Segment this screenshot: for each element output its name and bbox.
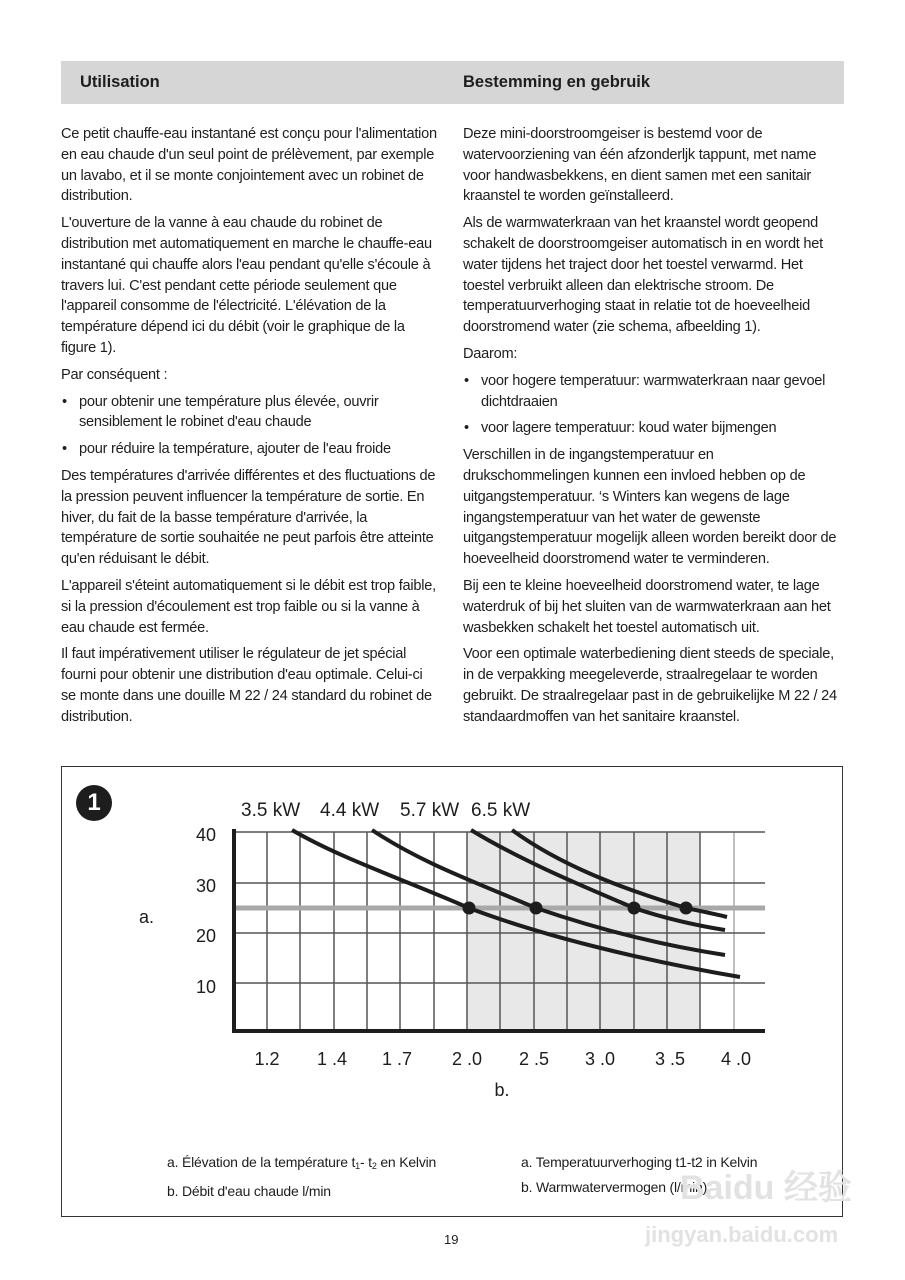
bullet-item: • voor hogere temperatuur: warmwaterkraan naar gevoel dichtdraaien [463, 371, 843, 413]
paragraph: Verschillen in de ingangstemperatuur en drukschommelingen kunnen een invloed hebben op de uitgangstemperatuur. ‘s Winters kan wegens de lage ingangstemperatuur van het water de gewenste uitgangstemperatuur mogelijk alleen worden bereikt door de hoeveelheid doorstromend water te verminderen. [463, 447, 837, 568]
y-axis-letter: a. [139, 907, 155, 927]
y-tick-label: 30 [195, 876, 216, 896]
series-label: 3.5 kW [241, 800, 301, 821]
y-tick-label: 20 [195, 926, 216, 946]
section-title-dutch: Bestemming en gebruik [463, 73, 651, 91]
watermark-url: jingyan.baidu.com [645, 1222, 839, 1247]
marker-3-5kw [463, 902, 476, 915]
bullet-item: • pour obtenir une température plus élevée, ouvrir sensiblement le robinet d'eau chaude [61, 392, 441, 434]
x-tick-label: 1.2 [254, 1049, 280, 1069]
x-axis-letter: b. [494, 1080, 510, 1100]
x-tick-label: 1 .7 [381, 1049, 413, 1069]
series-label: 6.5 kW [471, 800, 531, 821]
legend-item-a: a. Temperatuurverhoging t1-t2 in Kelvin [521, 1154, 758, 1170]
x-tick-label: 3 .0 [584, 1049, 616, 1069]
y-tick-label: 40 [195, 825, 216, 845]
legend-french [167, 1150, 436, 1204]
legend-dutch [521, 1150, 757, 1200]
series-label: 5.7 kW [400, 800, 460, 821]
paragraph: Daarom: [463, 345, 518, 362]
paragraph: Il faut impérativement utiliser le régulateur de jet spécial fourni pour obtenir une distribution d'eau optimale. Celui-ci se monte dans une douille M 22 / 24 standard du robinet de distribution. [61, 646, 432, 725]
legend-item-a: a. Élévation de la température $t_1-$ $t_2$ en Kelvin [167, 1154, 437, 1171]
figure-number-badge: 1 [76, 785, 112, 821]
x-tick-label: 4 .0 [720, 1049, 752, 1069]
paragraph: Bij een te kleine hoeveelheid doorstromend water, te lage waterdruk of bij het sluiten van de warmwaterkraan aan het wasbekken schakelt het toestel automatisch uit. [463, 577, 831, 636]
bullet-item: • pour réduire la température, ajouter de l'eau froide [61, 439, 441, 460]
paragraph: Als de warmwaterkraan van het kraanstel wordt geopend schakelt de doorstroomgeiser automatisch in en wordt het water tijdens het traject door het toestel verwarmd. Het toestel verbruikt alleen dan elektrische stroom. De temperatuurverhoging staat in relatie tot de hoeveelheid doorstromend water (zie schema, afbeelding 1). [463, 215, 823, 336]
paragraph: Des températures d'arrivée différentes et des fluctuations de la pression peuvent influencer la température de sortie. En hiver, du fait de la basse température d'arrivée, la température de sortie souhaitée ne peut parfois être atteinte qu'en réduisant le débit. [61, 467, 436, 568]
paragraph: Deze mini-doorstroomgeiser is bestemd voor de watervoorziening van één afzonderljk tappunt, met name voor handwasbekkens, en dient samen met een sanitair kraanstel te worden geïnstalleerd. [463, 126, 817, 205]
paragraph: L'appareil s'éteint automatiquement si le débit est trop faible, si la pression d'écoulement est trop faible ou si la vanne à eau chaude est fermée. [61, 577, 436, 636]
marker-6-5kw [680, 902, 693, 915]
bullet-item: • voor lagere temperatuur: koud water bijmengen [463, 418, 843, 439]
paragraph: Voor een optimale waterbediening dient steeds de speciale, in de verpakking meegeleverde, straalregelaar te worden gebruikt. De straalregelaar past in de gebruikelijke M 22 / 24 standaardmoffen van het sanitaire kraanstel. [463, 646, 837, 725]
x-tick-label: 2 .5 [518, 1049, 550, 1069]
legend-item-b: b. Warmwatervermogen (l/min) [521, 1179, 708, 1195]
marker-5-7kw [628, 902, 641, 915]
x-tick-label: 2 .0 [451, 1049, 483, 1069]
paragraph: Par conséquent : [61, 366, 168, 383]
y-tick-label: 10 [195, 977, 216, 997]
x-tick-label: 3 .5 [654, 1049, 686, 1069]
shaded-range [467, 832, 700, 1030]
section-title-french: Utilisation [80, 73, 160, 91]
x-tick-label: 1 .4 [316, 1049, 348, 1069]
marker-4-4kw [530, 902, 543, 915]
page-number: 19 [444, 1232, 459, 1247]
watermark-brand: Baidu 经验 [680, 1169, 852, 1207]
legend-item-b: b. Débit d'eau chaude l/min [167, 1183, 331, 1199]
paragraph: Ce petit chauffe-eau instantané est conçu pour l'alimentation en eau chaude d'un seul point de prélèvement, par exemple un lavabo, et il se monte conjointement avec un robinet de distribution. [61, 126, 437, 205]
paragraph: L'ouverture de la vanne à eau chaude du robinet de distribution met automatiquement en marche le chauffe-eau instantané qui chauffe alors l'eau pendant qu'elle s'écoule à travers lui. C'est pendant cette période seulement que l'appareil consomme de l'électricité. L'élévation de la température dépend ici du débit (voir le graphique de la figure 1). [61, 215, 432, 356]
series-label: 4.4 kW [320, 800, 380, 821]
